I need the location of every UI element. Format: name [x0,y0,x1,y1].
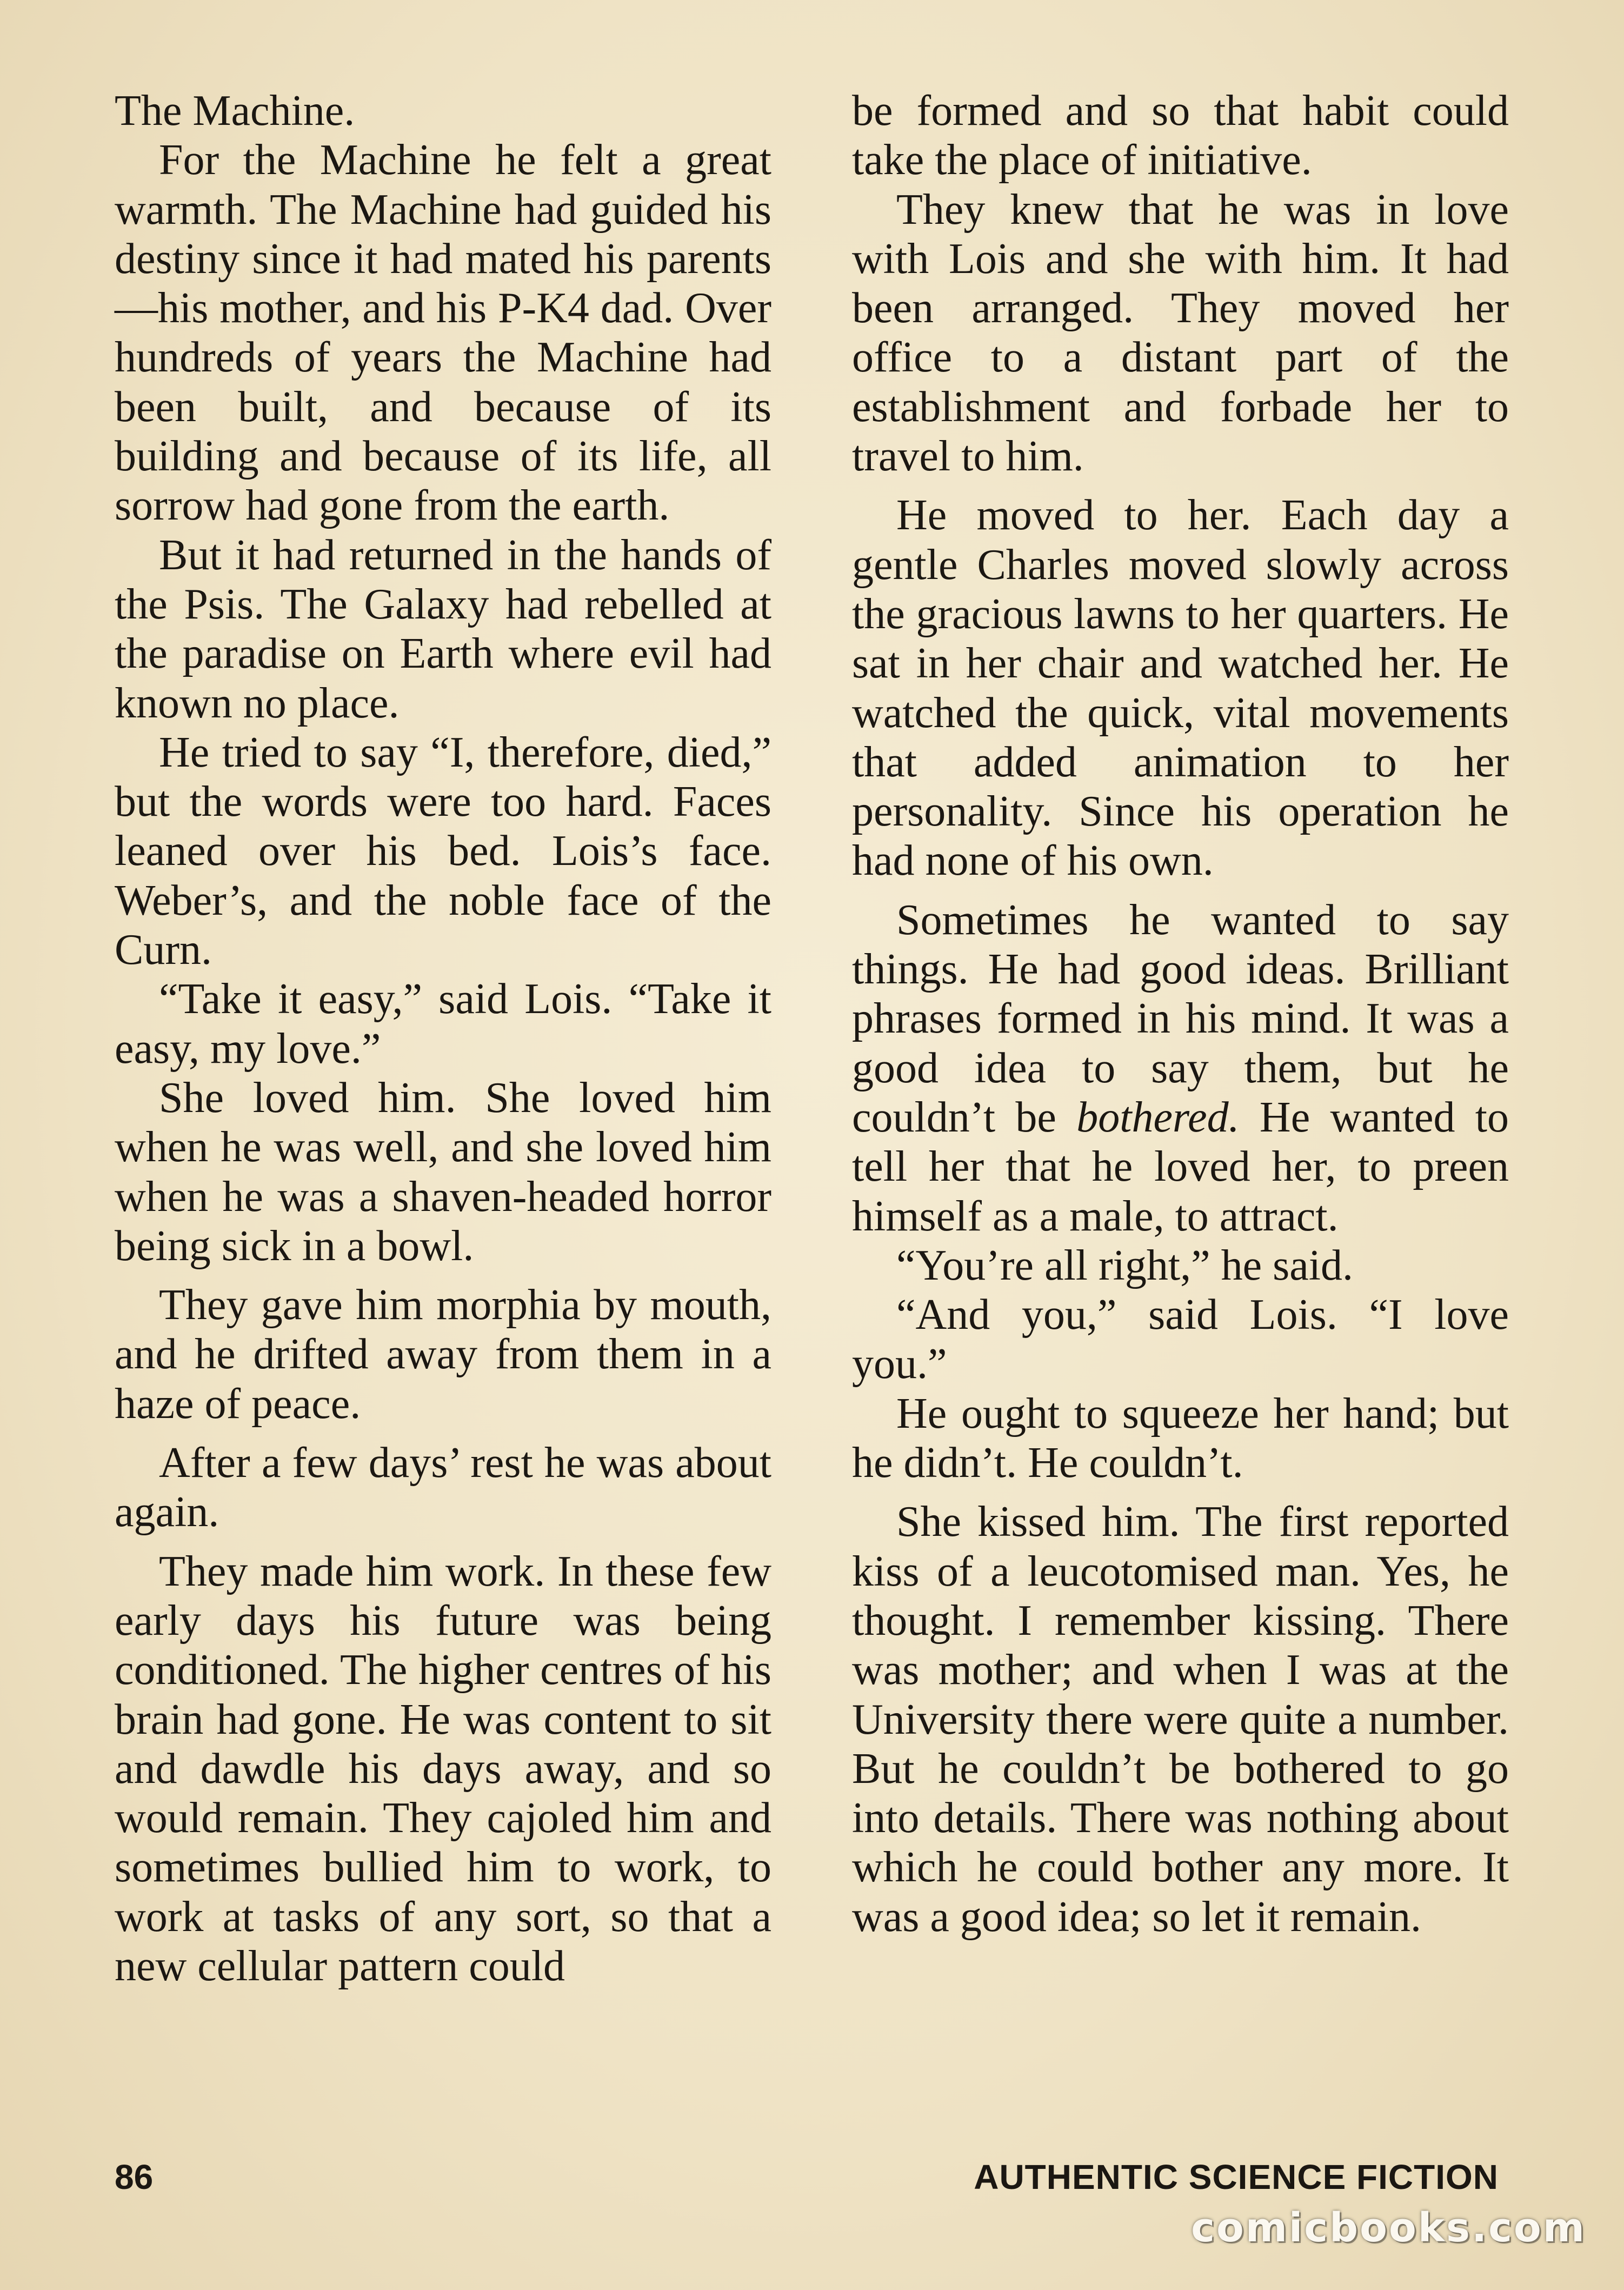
emphasized-word: bothered. [1076,1093,1240,1141]
paragraph: But it had returned in the hands of the Psis. The Galaxy had rebelled at the paradise on Earth where evil had known no place. [115,531,771,727]
paragraph: “You’re all right,” he said. [896,1241,1353,1289]
paragraph: He moved to her. Each day a gentle Charles moved slowly across the gracious lawns to her quarters. He sat in her chair and watched her. He watched the quick, vital movements that added animation to her personality. Since his operation he had none of his own. [852,491,1509,885]
watermark: comicbooks.com [1191,2205,1586,2251]
paragraph: He ought to squeeze her hand; but he didn’t. He couldn’t. [852,1389,1509,1487]
paragraph: He tried to say “I, therefore, died,” but the words were too hard. Faces leaned over his bed. Lois’s face. Weber’s, and the noble face of the Curn. [115,728,771,974]
paragraph-text: He wanted to tell her that he loved her, to preen himself as a male, to attract. [852,1093,1509,1240]
paragraph [852,896,1509,1241]
paragraph: For the Machine he felt a great warmth. The Machine had guided his destiny since it had mated his parents—his mother, and his P-K4 dad. Over hundreds of years the Machine had been built, and because of its building and because of its life, all sorrow had gone from the earth. [115,136,771,530]
paragraph-text: Sometimes he wanted to say things. He had good ideas. Brilliant phrases formed in his mind. It was a good idea to say them, but he couldn’t be [852,896,1509,1141]
paragraph: “And you,” said Lois. “I love you.” [852,1291,1509,1388]
left-text-column [115,86,771,1991]
right-text-column [852,86,1509,1942]
page-number: 86 [115,2158,154,2196]
paragraph: She kissed him. The first reported kiss of a leucotomised man. Yes, he thought. I remember kissing. There was mother; and when I was at the University there were quite a number. But he couldn’t be bothered to go into details. There was nothing about which he could bother any more. It was a good idea; so let it remain. [852,1498,1509,1941]
running-footer-title: AUTHENTIC SCIENCE FICTION [974,2158,1499,2196]
paragraph: be formed and so that habit could take the place of initiative. [852,87,1509,184]
paragraph: The Machine. [115,87,355,135]
paragraph: “Take it easy,” said Lois. “Take it easy, my love.” [115,975,771,1073]
paragraph: They made him work. In these few early days his future was being conditioned. The higher centres of his brain had gone. He was content to sit and dawdle his days away, and so would remain. They cajoled him and sometimes bullied him to work, to work at tasks of any sort, so that a new cellular pattern could [115,1547,771,1990]
paragraph: She loved him. She loved him when he was well, and she loved him when he was a shaven-headed horror being sick in a bowl. [115,1074,771,1270]
paragraph: After a few days’ rest he was about again. [115,1439,771,1536]
paragraph: They knew that he was in love with Lois and she with him. It had been arranged. They moved her office to a distant part of the establishment and forbade her to travel to him. [852,185,1509,481]
paragraph: They gave him morphia by mouth, and he drifted away from them in a haze of peace. [115,1281,771,1428]
